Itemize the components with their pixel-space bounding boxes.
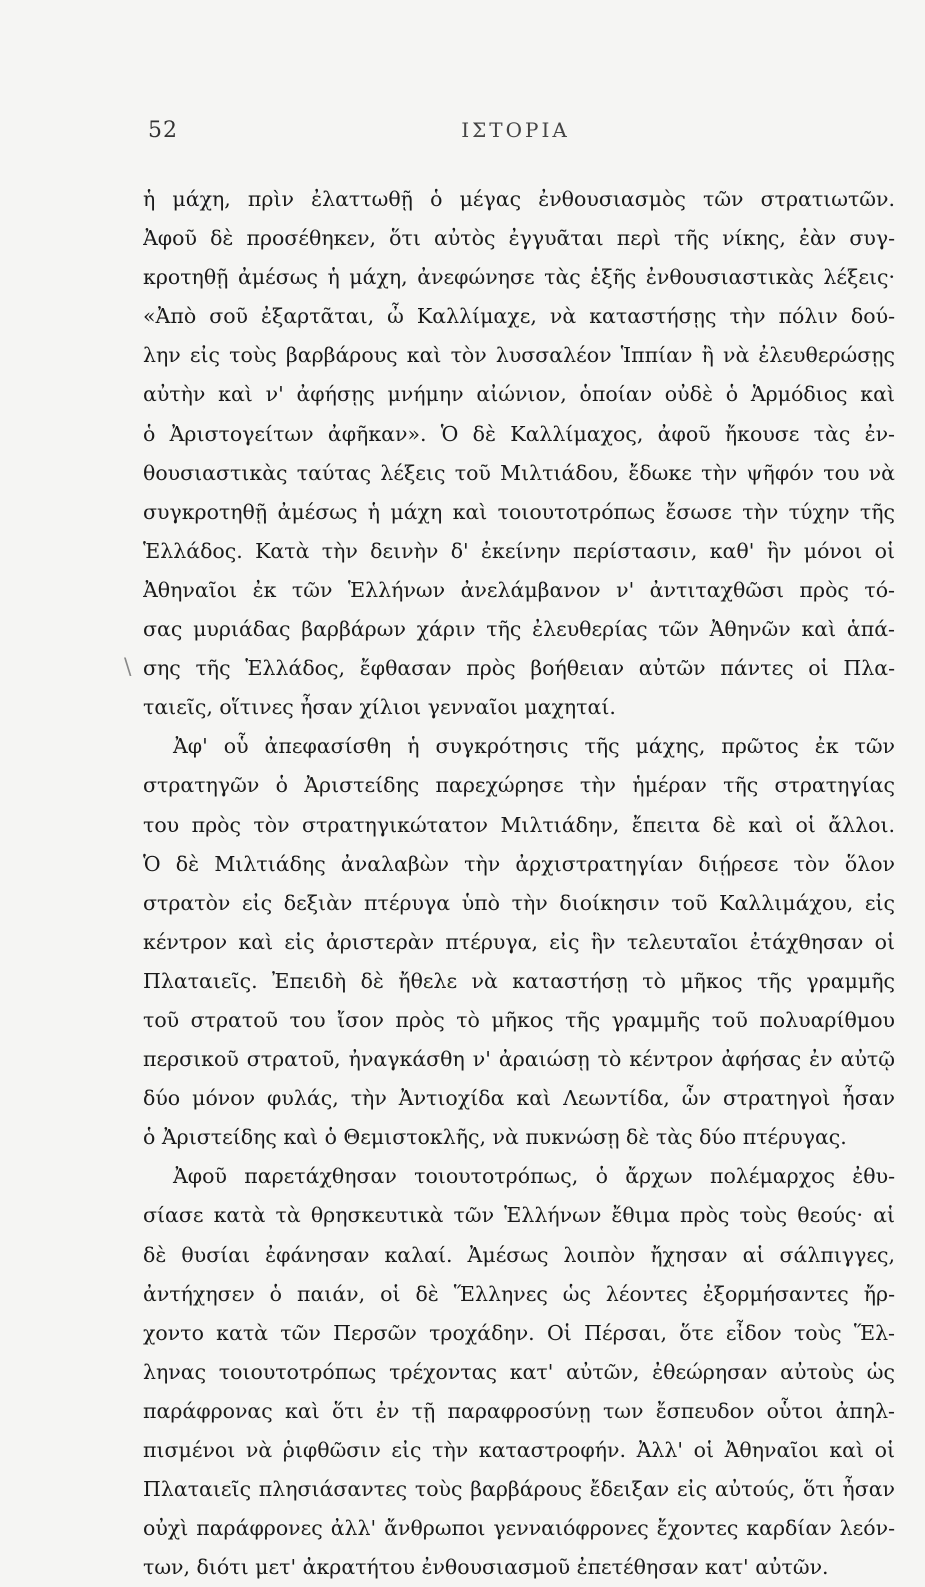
text-line: αὐτὴν καὶ ν' ἀφήσῃς μνήμην αἰώνιον, ὁποίαν οὐδὲ ὁ Ἁρμόδιος καὶ: [143, 382, 895, 407]
text-line: Ἀφοῦ παρετάχθησαν τοιουτοτρόπως, ὁ ἄρχων πολέμαρχος ἐθυ-: [173, 1164, 895, 1189]
text-line: χοντο κατὰ τῶν Περσῶν τροχάδην. Οἱ Πέρσαι, ὅτε εἶδον τοὺς Ἕλ-: [143, 1320, 895, 1345]
text-line: σας μυριάδας βαρβάρων χάριν τῆς ἐλευθερίας τῶν Ἀθηνῶν καὶ ἁπά-: [143, 617, 895, 642]
text-line: ὁ Ἀριστογείτων ἀφῆκαν». Ὁ δὲ Καλλίμαχος, ἀφοῦ ἤκουσε τὰς ἐν-: [143, 421, 895, 446]
text-line: Πλαταιεῖς. Ἐπειδὴ δὲ ἤθελε νὰ καταστήσῃ τὸ μῆκος τῆς γραμμῆς: [143, 968, 895, 993]
text-line: συγκροτηθῇ ἀμέσως ἡ μάχη καὶ τοιουτοτρόπως ἔσωσε τὴν τύχην τῆς: [143, 499, 895, 524]
text-line: λην εἰς τοὺς βαρβάρους καὶ τὸν λυσσαλέον Ἱππίαν ἢ νὰ ἐλευθερώσῃς: [143, 343, 895, 368]
body-text: [143, 180, 895, 1587]
text-line: σης τῆς Ἑλλάδος, ἔφθασαν πρὸς βοήθειαν αὐτῶν πάντες οἱ Πλα-: [143, 656, 895, 681]
text-line: Πλαταιεῖς πλησιάσαντες τοὺς βαρβάρους ἔδειξαν εἰς αὐτούς, ὅτι ἦσαν: [143, 1477, 895, 1502]
text-line: δύο μόνον φυλάς, τὴν Ἀντιοχίδα καὶ Λεωντίδα, ὧν στρατηγοὶ ἦσαν: [143, 1086, 895, 1111]
text-line: των, διότι μετ' ἀκρατήτου ἐνθουσιασμοῦ ἐπετέθησαν κατ' αὐτῶν.: [143, 1555, 829, 1580]
text-line: στρατηγῶν ὁ Ἀριστείδης παρεχώρησε τὴν ἡμέραν τῆς στρατηγίας: [143, 773, 895, 798]
text-line: περσικοῦ στρατοῦ, ἠναγκάσθη ν' ἀραιώσῃ τὸ κέντρον ἀφήσας ἐν αὐτῷ: [143, 1047, 895, 1072]
text-line: κροτηθῇ ἀμέσως ἡ μάχη, ἀνεφώνησε τὰς ἑξῆς ἐνθουσιαστικὰς λέξεις·: [143, 265, 895, 290]
text-line: δὲ θυσίαι ἐφάνησαν καλαί. Ἀμέσως λοιπὸν ἤχησαν αἱ σάλπιγγες,: [143, 1242, 895, 1267]
text-line: Ἑλλάδος. Κατὰ τὴν δεινὴν δ' ἐκείνην περίστασιν, καθ' ἣν μόνοι οἱ: [143, 538, 895, 563]
text-line: πισμένοι νὰ ῥιφθῶσιν εἰς τὴν καταστροφήν. Ἀλλ' οἱ Ἀθηναῖοι καὶ οἱ: [143, 1438, 895, 1462]
text-line: Ἀφοῦ δὲ προσέθηκεν, ὅτι αὐτὸς ἐγγυᾶται περὶ τῆς νίκης, ἐὰν συγ-: [143, 226, 895, 251]
page-number: 52: [148, 118, 178, 143]
text-line: Ἀθηναῖοι ἐκ τῶν Ἑλλήνων ἀνελάμβανον ν' ἀντιταχθῶσι πρὸς τό-: [143, 577, 895, 602]
text-line: ἡ μάχη, πρὶν ἐλαττωθῇ ὁ μέγας ἐνθουσιασμὸς τῶν στρατιωτῶν.: [143, 187, 895, 211]
text-line: «Ἀπὸ σοῦ ἐξαρτᾶται, ὦ Καλλίμαχε, νὰ καταστήσῃς τὴν πόλιν δού-: [143, 304, 895, 329]
text-line: σίασε κατὰ τὰ θρησκευτικὰ τῶν Ἑλλήνων ἔθιμα πρὸς τοὺς θεούς· αἱ: [143, 1203, 895, 1228]
running-title: ΙΣΤΟΡΙΑ: [461, 118, 570, 142]
text-line: ταιεῖς, οἵτινες ἦσαν χίλιοι γενναῖοι μαχηταί.: [143, 695, 616, 720]
text-line: ληνας τοιουτοτρόπως τρέχοντας κατ' αὐτῶν, ἐθεώρησαν αὐτοὺς ὡς: [143, 1359, 895, 1384]
margin-mark-icon: \: [124, 655, 132, 680]
text-line: ἀντήχησεν ὁ παιάν, οἱ δὲ Ἕλληνες ὡς λέοντες ἐξορμήσαντες ἤρ-: [143, 1281, 895, 1306]
text-line: οὐχὶ παράφρονες ἀλλ' ἄνθρωποι γενναιόφρονες ἔχοντες καρδίαν λεόν-: [143, 1516, 895, 1541]
text-line: παράφρονας καὶ ὅτι ἐν τῇ παραφροσύνῃ των ἔσπευδον οὗτοι ἀπηλ-: [143, 1398, 895, 1423]
text-line: τοῦ στρατοῦ του ἴσον πρὸς τὸ μῆκος τῆς γραμμῆς τοῦ πολυαρίθμου: [143, 1007, 895, 1032]
text-line: Ἀφ' οὗ ἀπεφασίσθη ἡ συγκρότησις τῆς μάχης, πρῶτος ἐκ τῶν: [173, 734, 895, 759]
text-line: θουσιαστικὰς ταύτας λέξεις τοῦ Μιλτιάδου, ἔδωκε τὴν ψῆφόν του νὰ: [143, 460, 895, 485]
text-line: ὁ Ἀριστείδης καὶ ὁ Θεμιστοκλῆς, νὰ πυκνώσῃ δὲ τὰς δύο πτέρυγας.: [143, 1125, 847, 1150]
text-line: του πρὸς τὸν στρατηγικώτατον Μιλτιάδην, ἔπειτα δὲ καὶ οἱ ἄλλοι.: [143, 812, 895, 837]
text-line: Ὁ δὲ Μιλτιάδης ἀναλαβὼν τὴν ἀρχιστρατηγίαν διῄρεσε τὸν ὅλον: [143, 851, 895, 876]
text-line: κέντρον καὶ εἰς ἀριστερὰν πτέρυγα, εἰς ἣν τελευταῖοι ἐτάχθησαν οἱ: [143, 929, 895, 954]
text-line: στρατὸν εἰς δεξιὰν πτέρυγα ὑπὸ τὴν διοίκησιν τοῦ Καλλιμάχου, εἰς: [143, 890, 895, 915]
page-header: [148, 118, 883, 148]
